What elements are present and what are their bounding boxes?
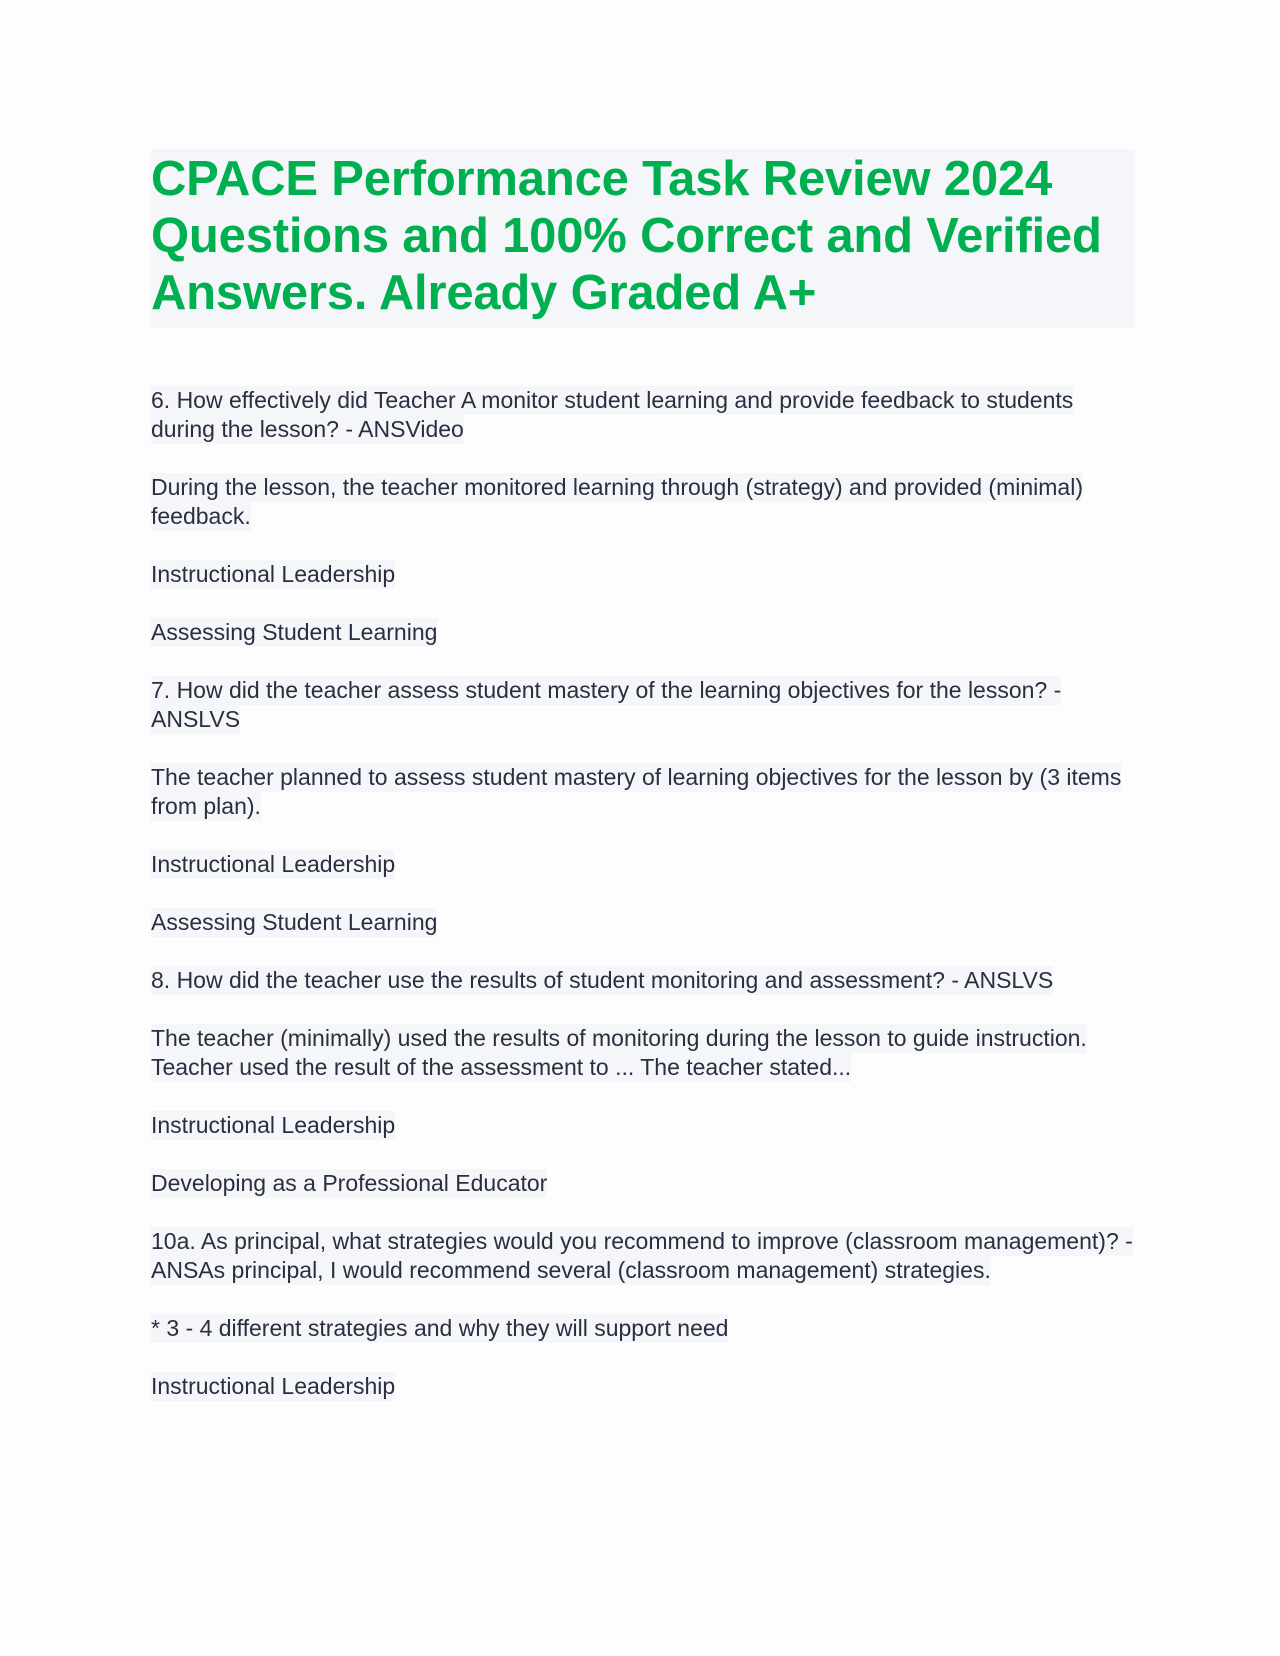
paragraph-text: Assessing Student Learning: [151, 909, 438, 935]
answer-7: [151, 763, 1141, 821]
paragraph-text: Developing as a Professional Educator: [151, 1170, 548, 1196]
paragraph-text: Instructional Leadership: [151, 1373, 396, 1399]
title-block: [151, 149, 1135, 328]
paragraph-text: 10a. As principal, what strategies would you recommend to improve (classroom management)? - ANSAs principal, I would recommend several (classroom management) strategies.: [151, 1228, 1133, 1283]
answer-6: [151, 473, 1141, 531]
category-label: [151, 908, 1141, 937]
answer-8: [151, 1024, 1141, 1082]
answer-10a: [151, 1314, 1141, 1343]
question-7: [151, 676, 1141, 734]
question-10a: [151, 1227, 1141, 1285]
question-6: [151, 386, 1141, 444]
paragraph-text: * 3 - 4 different strategies and why they will support need: [151, 1315, 729, 1341]
question-8: [151, 966, 1141, 995]
category-label: [151, 850, 1141, 879]
paragraph-text: Instructional Leadership: [151, 1112, 396, 1138]
category-label: [151, 1111, 1141, 1140]
document-title: CPACE Performance Task Review 2024 Questions and 100% Correct and Verified Answers. Already Graded A+: [151, 152, 1102, 320]
paragraph-text: Assessing Student Learning: [151, 619, 438, 645]
paragraph-text: Instructional Leadership: [151, 561, 396, 587]
paragraph-text: The teacher (minimally) used the results of monitoring during the lesson to guide instruction. Teacher used the result of the assessment to ... The teacher stated...: [151, 1025, 1087, 1080]
paragraph-text: 8. How did the teacher use the results of student monitoring and assessment? - ANSLVS: [151, 967, 1054, 993]
document-page: [151, 149, 1141, 1430]
category-label: [151, 618, 1141, 647]
paragraph-text: Instructional Leadership: [151, 851, 396, 877]
paragraph-text: The teacher planned to assess student mastery of learning objectives for the lesson by (3 items from plan).: [151, 764, 1122, 819]
document-body: [151, 386, 1141, 1401]
category-label: [151, 560, 1141, 589]
category-label: [151, 1372, 1141, 1401]
paragraph-text: During the lesson, the teacher monitored learning through (strategy) and provided (minimal) feedback.: [151, 474, 1083, 529]
paragraph-text: 7. How did the teacher assess student mastery of the learning objectives for the lesson? - ANSLVS: [151, 677, 1062, 732]
category-label: [151, 1169, 1141, 1198]
paragraph-text: 6. How effectively did Teacher A monitor student learning and provide feedback to students during the lesson? - ANSVideo: [151, 387, 1074, 442]
